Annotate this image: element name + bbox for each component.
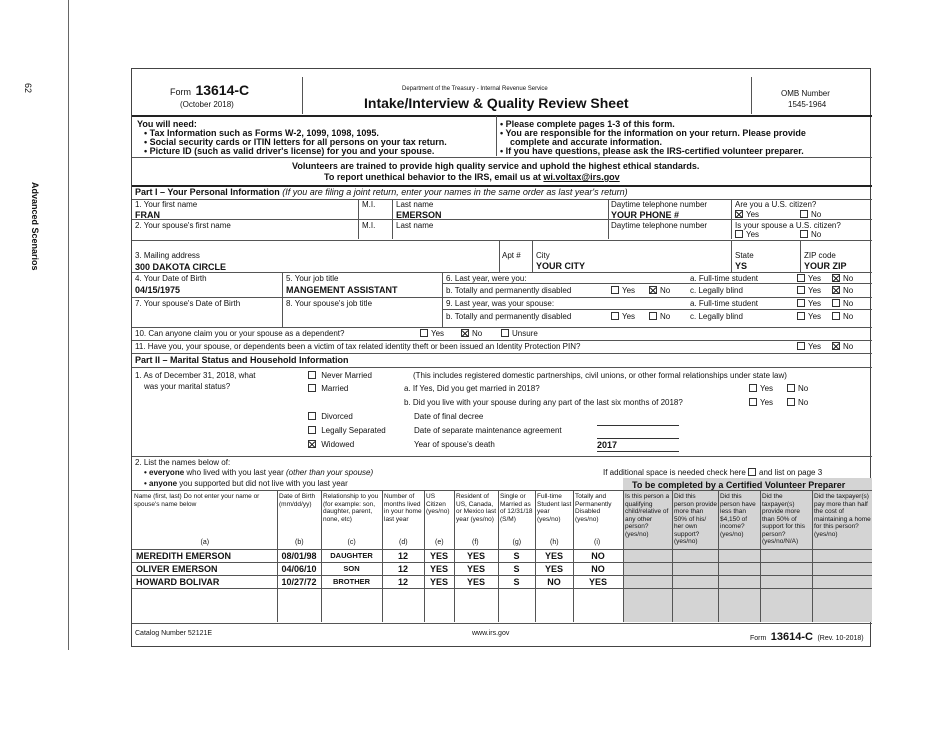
table-cell[interactable]: S bbox=[513, 564, 520, 574]
column-letter: (a) bbox=[200, 539, 210, 546]
website-link[interactable]: www.irs.gov bbox=[472, 630, 510, 637]
last-name-value[interactable]: EMERSON bbox=[396, 210, 442, 220]
spouse-last-name-label: Last name bbox=[396, 221, 434, 230]
spouse-phone-label: Daytime telephone number bbox=[611, 221, 708, 230]
dependent-claim-no[interactable]: No bbox=[461, 329, 482, 338]
table-cell[interactable]: 04/06/10 bbox=[281, 564, 317, 574]
spouse-first-name-label: 2. Your spouse's first name bbox=[135, 221, 231, 230]
table-cell[interactable]: YES bbox=[544, 551, 563, 561]
checkbox-icon[interactable] bbox=[735, 210, 743, 218]
state-value[interactable]: YS bbox=[735, 261, 748, 271]
spouse-blind-label: c. Legally blind bbox=[690, 312, 743, 321]
checkbox-icon[interactable] bbox=[832, 342, 840, 350]
identity-theft-no[interactable]: No bbox=[832, 342, 853, 351]
table-cell[interactable]: HOWARD BOLIVAR bbox=[136, 577, 220, 587]
zip-label: ZIP code bbox=[804, 251, 836, 260]
spouse-last-year-label: 9. Last year, was your spouse: bbox=[446, 299, 555, 308]
marital-separated[interactable]: Legally Separated bbox=[308, 426, 386, 435]
section-title: Advanced Scenarios bbox=[30, 182, 40, 271]
column-header: Name (first, last) Do not enter your name or spouse's name below bbox=[134, 493, 260, 508]
identity-theft-yes[interactable]: Yes bbox=[797, 342, 821, 351]
mi-label: M.I. bbox=[362, 200, 376, 209]
agency: Department of the Treasury - Internal Revenue Service bbox=[402, 86, 548, 92]
checkbox-icon[interactable] bbox=[797, 299, 805, 307]
disabled-label: b. Totally and permanently disabled bbox=[446, 286, 572, 295]
spouse-citizen-yes[interactable]: Yes bbox=[735, 230, 759, 239]
need-title: You will need: bbox=[137, 119, 197, 129]
form-13614c bbox=[131, 68, 871, 647]
first-name-value[interactable]: FRAN bbox=[135, 210, 160, 220]
column-header: Resident of US, Canada, or Mexico last year (yes/no) bbox=[456, 493, 497, 523]
spouse-citizen-no[interactable]: No bbox=[800, 230, 821, 239]
checkbox-icon[interactable] bbox=[611, 312, 619, 320]
table-cell[interactable]: YES bbox=[588, 577, 607, 587]
checkbox-icon[interactable] bbox=[420, 329, 428, 337]
list-names-label: 2. List the names below of: bbox=[135, 458, 231, 467]
spouse-fulltime-no[interactable]: No bbox=[832, 299, 853, 308]
column-letter: (i) bbox=[594, 539, 601, 546]
lived-with-spouse-yes[interactable]: Yes bbox=[749, 398, 773, 407]
never-married-note: (This includes registered domestic partnerships, civil unions, or other formal relationships under state law) bbox=[413, 371, 787, 380]
part1-title: Part I – Your Personal Information (If you are filing a joint return, enter your names in the same order as last year's return) bbox=[135, 187, 628, 197]
column-letter: (g) bbox=[512, 539, 522, 546]
citizen-yes[interactable]: Yes bbox=[735, 210, 759, 219]
checkbox-icon[interactable] bbox=[797, 274, 805, 282]
form-id: Form 13614-C bbox=[170, 82, 250, 98]
table-cell[interactable]: DAUGHTER bbox=[330, 551, 373, 560]
checkbox-icon[interactable] bbox=[308, 426, 316, 434]
additional-space-checkbox[interactable] bbox=[748, 468, 756, 476]
dependent-claim-label: 10. Can anyone claim you or your spouse as a dependent? bbox=[135, 329, 345, 338]
married-2018-no[interactable]: No bbox=[787, 384, 808, 393]
need-item: • Picture ID (such as valid driver's license) for you and your spouse. bbox=[144, 146, 435, 156]
state-label: State bbox=[735, 251, 754, 260]
form-date: (October 2018) bbox=[180, 100, 234, 109]
checkbox-icon[interactable] bbox=[308, 412, 316, 420]
volunteer-header: To be completed by a Certified Volunteer Preparer bbox=[632, 480, 846, 490]
need-item: • Social security cards or ITIN letters for all persons on your tax return. bbox=[144, 137, 447, 147]
address-value[interactable]: 300 DAKOTA CIRCLE bbox=[135, 262, 227, 272]
list-everyone-line: • everyone who lived with you last year (other than your spouse) bbox=[144, 468, 374, 477]
blind-no[interactable]: No bbox=[832, 286, 853, 295]
column-header: Relationship to you (for example: son, daughter, parent, none, etc) bbox=[323, 493, 379, 523]
table-cell[interactable]: MEREDITH EMERSON bbox=[136, 551, 232, 561]
zip-value[interactable]: YOUR ZIP bbox=[804, 261, 847, 271]
checkbox-icon[interactable] bbox=[308, 440, 316, 448]
column-header: US Citizen (yes/no) bbox=[426, 493, 450, 515]
checkbox-icon[interactable] bbox=[832, 299, 840, 307]
column-header: Number of months lived in your home last year bbox=[384, 493, 422, 523]
column-letter: (f) bbox=[472, 539, 479, 546]
first-name-label: 1. Your first name bbox=[135, 200, 198, 209]
checkbox-icon[interactable] bbox=[832, 274, 840, 282]
column-letter: (c) bbox=[347, 539, 356, 546]
table-cell[interactable]: 12 bbox=[397, 577, 408, 587]
checkbox-icon[interactable] bbox=[797, 312, 805, 320]
catalog-number: Catalog Number 52121E bbox=[135, 630, 213, 637]
marital-never[interactable]: Never Married bbox=[308, 371, 372, 380]
divorce-date-label: Date of final decree bbox=[414, 412, 484, 421]
spouse-fulltime-label: a. Full-time student bbox=[690, 299, 759, 308]
table-cell[interactable]: NO bbox=[591, 551, 605, 561]
spouse-blind-yes[interactable]: Yes bbox=[797, 312, 821, 321]
column-letter: (e) bbox=[435, 539, 444, 546]
table-cell[interactable]: YES bbox=[429, 577, 448, 587]
footer-form-id: Form 13614-C (Rev. 10-2018) bbox=[750, 631, 864, 643]
blind-label: c. Legally blind bbox=[690, 286, 743, 295]
city-value[interactable]: YOUR CITY bbox=[536, 261, 586, 271]
spouse-dob-label: 7. Your spouse's Date of Birth bbox=[135, 299, 241, 308]
checkbox-icon[interactable] bbox=[749, 398, 757, 406]
column-header: Did this person have less than $4,150 of income? (yes/no) bbox=[720, 493, 756, 538]
married-2018-yes[interactable]: Yes bbox=[749, 384, 773, 393]
column-header: Is this person a qualifying child/relative of any other person? (yes/no) bbox=[625, 493, 670, 538]
list-anyone-line: • anyone you supported but did not live with you last year bbox=[144, 479, 348, 488]
part2-title: Part II – Marital Status and Household Information bbox=[135, 355, 349, 365]
table-cell[interactable]: 08/01/98 bbox=[281, 551, 317, 561]
marital-divorced[interactable]: Divorced bbox=[308, 412, 353, 421]
omb-number: 1545-1964 bbox=[788, 100, 827, 109]
spouse-disabled-label: b. Totally and permanently disabled bbox=[446, 312, 572, 321]
checkbox-icon[interactable] bbox=[787, 398, 795, 406]
fulltime-no[interactable]: No bbox=[832, 274, 853, 283]
table-cell[interactable]: NO bbox=[547, 577, 561, 587]
job-title-label: 5. Your job title bbox=[286, 274, 339, 283]
phone-value[interactable]: YOUR PHONE # bbox=[611, 210, 680, 220]
checkbox-icon[interactable] bbox=[735, 230, 743, 238]
spouse-death-value[interactable]: 2017 bbox=[597, 440, 618, 450]
checkbox-icon[interactable] bbox=[832, 286, 840, 294]
dependent-claim-yes[interactable]: Yes bbox=[420, 329, 444, 338]
column-header: Full-time Student last year (yes/no) bbox=[537, 493, 572, 523]
blind-yes[interactable]: Yes bbox=[797, 286, 821, 295]
table-cell[interactable]: YES bbox=[429, 551, 448, 561]
table-cell[interactable]: S bbox=[513, 577, 520, 587]
checkbox-icon[interactable] bbox=[832, 312, 840, 320]
volunteers-line: Volunteers are trained to provide high quality service and uphold the highest ethical standards. bbox=[292, 161, 700, 171]
spouse-disabled-yes[interactable]: Yes bbox=[611, 312, 635, 321]
page-sidebar bbox=[0, 0, 69, 650]
marital-q-label: 1. As of December 31, 2018, what bbox=[135, 371, 256, 380]
marital-q-label2: was your marital status? bbox=[144, 382, 231, 391]
column-letter: (b) bbox=[295, 539, 304, 546]
fulltime-yes[interactable]: Yes bbox=[797, 274, 821, 283]
table-cell[interactable]: 12 bbox=[397, 564, 408, 574]
checkbox-icon[interactable] bbox=[308, 371, 316, 379]
spouse-fulltime-yes[interactable]: Yes bbox=[797, 299, 821, 308]
checkbox-icon[interactable] bbox=[800, 230, 808, 238]
spouse-disabled-no[interactable]: No bbox=[649, 312, 670, 321]
table-cell[interactable]: S bbox=[513, 551, 520, 561]
checkbox-icon[interactable] bbox=[649, 286, 657, 294]
table-cell[interactable]: NO bbox=[591, 564, 605, 574]
separation-date-label: Date of separate maintenance agreement bbox=[414, 426, 562, 435]
column-header: Date of Birth (mm/dd/yy) bbox=[279, 493, 316, 508]
report-email-link[interactable]: wi.voltax@irs.gov bbox=[543, 172, 620, 182]
additional-space: If additional space is needed check here and list on page 3 bbox=[603, 468, 823, 477]
citizen-no[interactable]: No bbox=[800, 210, 821, 219]
need-item: • Tax Information such as Forms W-2, 1099, 1098, 1095. bbox=[144, 128, 379, 138]
table-cell[interactable]: OLIVER EMERSON bbox=[136, 564, 218, 574]
marital-widowed[interactable]: Widowed bbox=[308, 440, 354, 449]
apt-label: Apt # bbox=[502, 251, 521, 260]
instruction-item: • Please complete pages 1-3 of this form. bbox=[500, 119, 675, 129]
column-header: Did the taxpayer(s) provide more than 50% of support for this person? (yes/no/N/A) bbox=[762, 493, 805, 545]
table-cell[interactable]: BROTHER bbox=[332, 577, 371, 586]
table-cell[interactable]: YES bbox=[544, 564, 563, 574]
instruction-item: complete and accurate information. bbox=[510, 137, 663, 147]
city-label: City bbox=[536, 251, 550, 260]
job-title-value[interactable]: MANGEMENT ASSISTANT bbox=[286, 285, 398, 295]
table-cell[interactable]: YES bbox=[466, 564, 485, 574]
spouse-citizen-label: Is your spouse a U.S. citizen? bbox=[735, 221, 841, 230]
table-cell[interactable]: 10/27/72 bbox=[281, 577, 317, 587]
column-header: Did the taxpayer(s) pay more than half the cost of maintaining a home for this person? (yes/no) bbox=[814, 493, 871, 538]
lived-with-spouse-label: b. Did you live with your spouse during any part of the last six months of 2018? bbox=[404, 398, 683, 407]
disabled-yes[interactable]: Yes bbox=[611, 286, 635, 295]
instruction-item: • You are responsible for the information on your return. Please provide bbox=[500, 128, 806, 138]
checkbox-icon[interactable] bbox=[308, 384, 316, 392]
disabled-no[interactable]: No bbox=[649, 286, 670, 295]
table-cell[interactable]: YES bbox=[466, 577, 485, 587]
checkbox-icon[interactable] bbox=[649, 312, 657, 320]
form-title: Intake/Interview & Quality Review Sheet bbox=[364, 95, 629, 111]
checkbox-icon[interactable] bbox=[611, 286, 619, 294]
checkbox-icon[interactable] bbox=[501, 329, 509, 337]
table-cell[interactable]: 12 bbox=[397, 551, 408, 561]
identity-theft-label: 11. Have you, your spouse, or dependents been a victim of tax related identity theft or been issued an Identity Protection PIN? bbox=[135, 342, 581, 351]
married-2018-label: a. If Yes, Did you get married in 2018? bbox=[404, 384, 540, 393]
spouse-death-label: Year of spouse's death bbox=[414, 440, 495, 449]
column-letter: (d) bbox=[399, 539, 408, 546]
page-number: 62 bbox=[23, 83, 33, 94]
checkbox-icon[interactable] bbox=[461, 329, 469, 337]
checkbox-icon[interactable] bbox=[787, 384, 795, 392]
last-name-label: Last name bbox=[396, 200, 434, 209]
checkbox-icon[interactable] bbox=[800, 210, 808, 218]
phone-label: Daytime telephone number bbox=[611, 200, 708, 209]
dependent-claim-unsure[interactable]: Unsure bbox=[501, 329, 538, 338]
table-cell[interactable]: YES bbox=[429, 564, 448, 574]
spouse-job-label: 8. Your spouse's job title bbox=[286, 299, 373, 308]
instruction-item: • If you have questions, please ask the IRS-certified volunteer preparer. bbox=[500, 146, 804, 156]
address-label: 3. Mailing address bbox=[135, 251, 200, 260]
citizen-label: Are you a U.S. citizen? bbox=[735, 200, 817, 209]
table-cell[interactable]: SON bbox=[343, 564, 360, 573]
table-cell[interactable]: YES bbox=[466, 551, 485, 561]
column-header: Totally and Permanently Disabled (yes/no) bbox=[575, 493, 612, 523]
spouse-blind-no[interactable]: No bbox=[832, 312, 853, 321]
mi-label: M.I. bbox=[362, 221, 376, 230]
omb-label: OMB Number bbox=[781, 89, 830, 98]
lived-with-spouse-no[interactable]: No bbox=[787, 398, 808, 407]
checkbox-icon[interactable] bbox=[797, 286, 805, 294]
column-header: Did this person provide more than 50% of his/ her own support? (yes/no) bbox=[674, 493, 717, 545]
dob-value[interactable]: 04/15/1975 bbox=[135, 285, 181, 295]
checkbox-icon[interactable] bbox=[749, 384, 757, 392]
last-year-label: 6. Last year, were you: bbox=[446, 274, 527, 283]
checkbox-icon[interactable] bbox=[797, 342, 805, 350]
report-line: To report unethical behavior to the IRS, email us at wi.voltax@irs.gov bbox=[324, 172, 620, 182]
dob-label: 4. Your Date of Birth bbox=[135, 274, 207, 283]
marital-married[interactable]: Married bbox=[308, 384, 348, 393]
fulltime-label: a. Full-time student bbox=[690, 274, 759, 283]
column-letter: (h) bbox=[550, 539, 559, 546]
column-header: Single or Married as of 12/31/18 (S/M) bbox=[500, 493, 533, 523]
